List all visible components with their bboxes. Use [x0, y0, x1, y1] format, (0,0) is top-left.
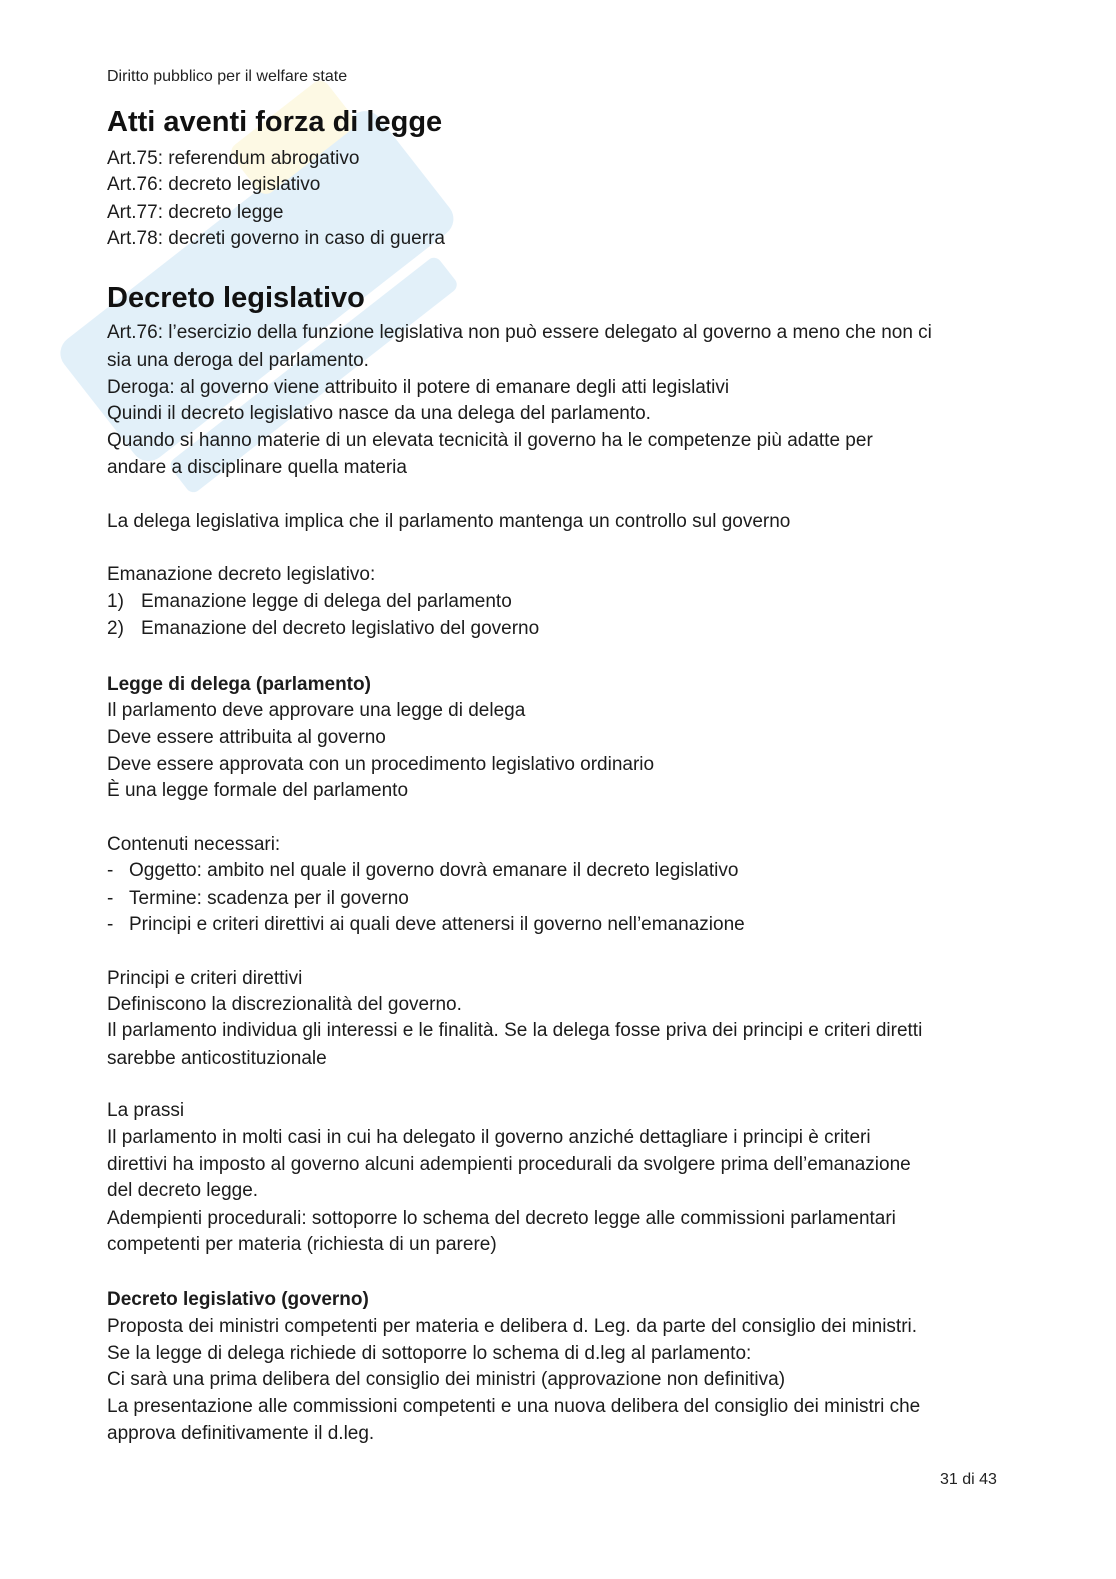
section-title-atti: Atti aventi forza di legge [107, 106, 443, 138]
paragraph-line: È una legge formale del parlamento [107, 780, 409, 801]
paragraph-line: Il parlamento individua gli interessi e le finalità. Se la delega fosse priva dei principi e criteri diretti [107, 1020, 923, 1041]
running-header: Diritto pubblico per il welfare state [107, 68, 348, 85]
bullet-item [107, 858, 738, 884]
numbered-item [107, 616, 539, 642]
item-number: 1) [107, 591, 124, 612]
paragraph-line: Adempienti procedurali: sottoporre lo schema del decreto legge alle commissioni parlamentari [107, 1208, 896, 1229]
numbered-item [107, 589, 512, 615]
paragraph-line: del decreto legge. [107, 1180, 259, 1201]
bullet-dash: - [107, 888, 114, 909]
subsection-title: Legge di delega (parlamento) [107, 674, 371, 695]
bullet-item [107, 886, 409, 912]
paragraph-line: direttivi ha imposto al governo alcuni adempienti procedurali da svolgere prima dell’emanazione [107, 1154, 911, 1175]
paragraph-line: Il parlamento in molti casi in cui ha delegato il governo anziché dettagliare i principi è criteri [107, 1127, 871, 1148]
paragraph-line: Il parlamento deve approvare una legge di delega [107, 700, 526, 721]
paragraph-line: approva definitivamente il d.leg. [107, 1423, 375, 1444]
item-text: Termine: scadenza per il governo [129, 888, 409, 909]
art-line: Art.76: decreto legislativo [107, 174, 321, 195]
item-text: Oggetto: ambito nel quale il governo dovrà emanare il decreto legislativo [129, 860, 739, 881]
paragraph-line: Deroga: al governo viene attribuito il potere di emanare degli atti legislativi [107, 377, 730, 398]
paragraph-line: La presentazione alle commissioni competenti e una nuova delibera del consiglio dei ministri che [107, 1396, 921, 1417]
paragraph-line: Deve essere approvata con un procedimento legislativo ordinario [107, 754, 655, 775]
bullet-dash: - [107, 860, 114, 881]
section-title-decreto: Decreto legislativo [107, 282, 365, 314]
art-line: Art.78: decreti governo in caso di guerra [107, 228, 445, 249]
paragraph-line: Quando si hanno materie di un elevata tecnicità il governo ha le competenze più adatte per [107, 430, 873, 451]
paragraph-line: Ci sarà una prima delibera del consiglio dei ministri (approvazione non definitiva) [107, 1369, 786, 1390]
subsection-title: Decreto legislativo (governo) [107, 1289, 369, 1310]
paragraph-line: competenti per materia (richiesta di un parere) [107, 1234, 497, 1255]
list-intro: Emanazione decreto legislativo: [107, 564, 376, 585]
page-number: 31 di 43 [940, 1471, 997, 1488]
item-text: Principi e criteri direttivi ai quali deve attenersi il governo nell’emanazione [129, 914, 745, 935]
bullet-dash: - [107, 914, 114, 935]
paragraph-line: Quindi il decreto legislativo nasce da una delega del parlamento. [107, 403, 651, 424]
item-text: Emanazione legge di delega del parlamento [141, 591, 512, 612]
paragraph-line: Proposta dei ministri competenti per materia e delibera d. Leg. da parte del consiglio dei ministri. [107, 1316, 918, 1337]
paragraph-line: La prassi [107, 1100, 185, 1121]
paragraph-line: Art.76: l’esercizio della funzione legislativa non può essere delegato al governo a meno che non ci [107, 322, 932, 343]
item-text: Emanazione del decreto legislativo del governo [141, 618, 540, 639]
paragraph-line: Definiscono la discrezionalità del governo. [107, 994, 462, 1015]
paragraph-line: La delega legislativa implica che il parlamento mantenga un controllo sul governo [107, 511, 791, 532]
art-line: Art.77: decreto legge [107, 202, 284, 223]
list-intro: Contenuti necessari: [107, 834, 281, 855]
paragraph-line: andare a disciplinare quella materia [107, 457, 407, 478]
art-line: Art.75: referendum abrogativo [107, 148, 360, 169]
bullet-item [107, 912, 745, 938]
paragraph-line: Principi e criteri direttivi [107, 968, 303, 989]
paragraph-line: sarebbe anticostituzionale [107, 1048, 327, 1069]
paragraph-line: sia una deroga del parlamento. [107, 350, 369, 371]
paragraph-line: Deve essere attribuita al governo [107, 727, 386, 748]
item-number: 2) [107, 618, 124, 639]
paragraph-line: Se la legge di delega richiede di sottoporre lo schema di d.leg al parlamento: [107, 1343, 752, 1364]
